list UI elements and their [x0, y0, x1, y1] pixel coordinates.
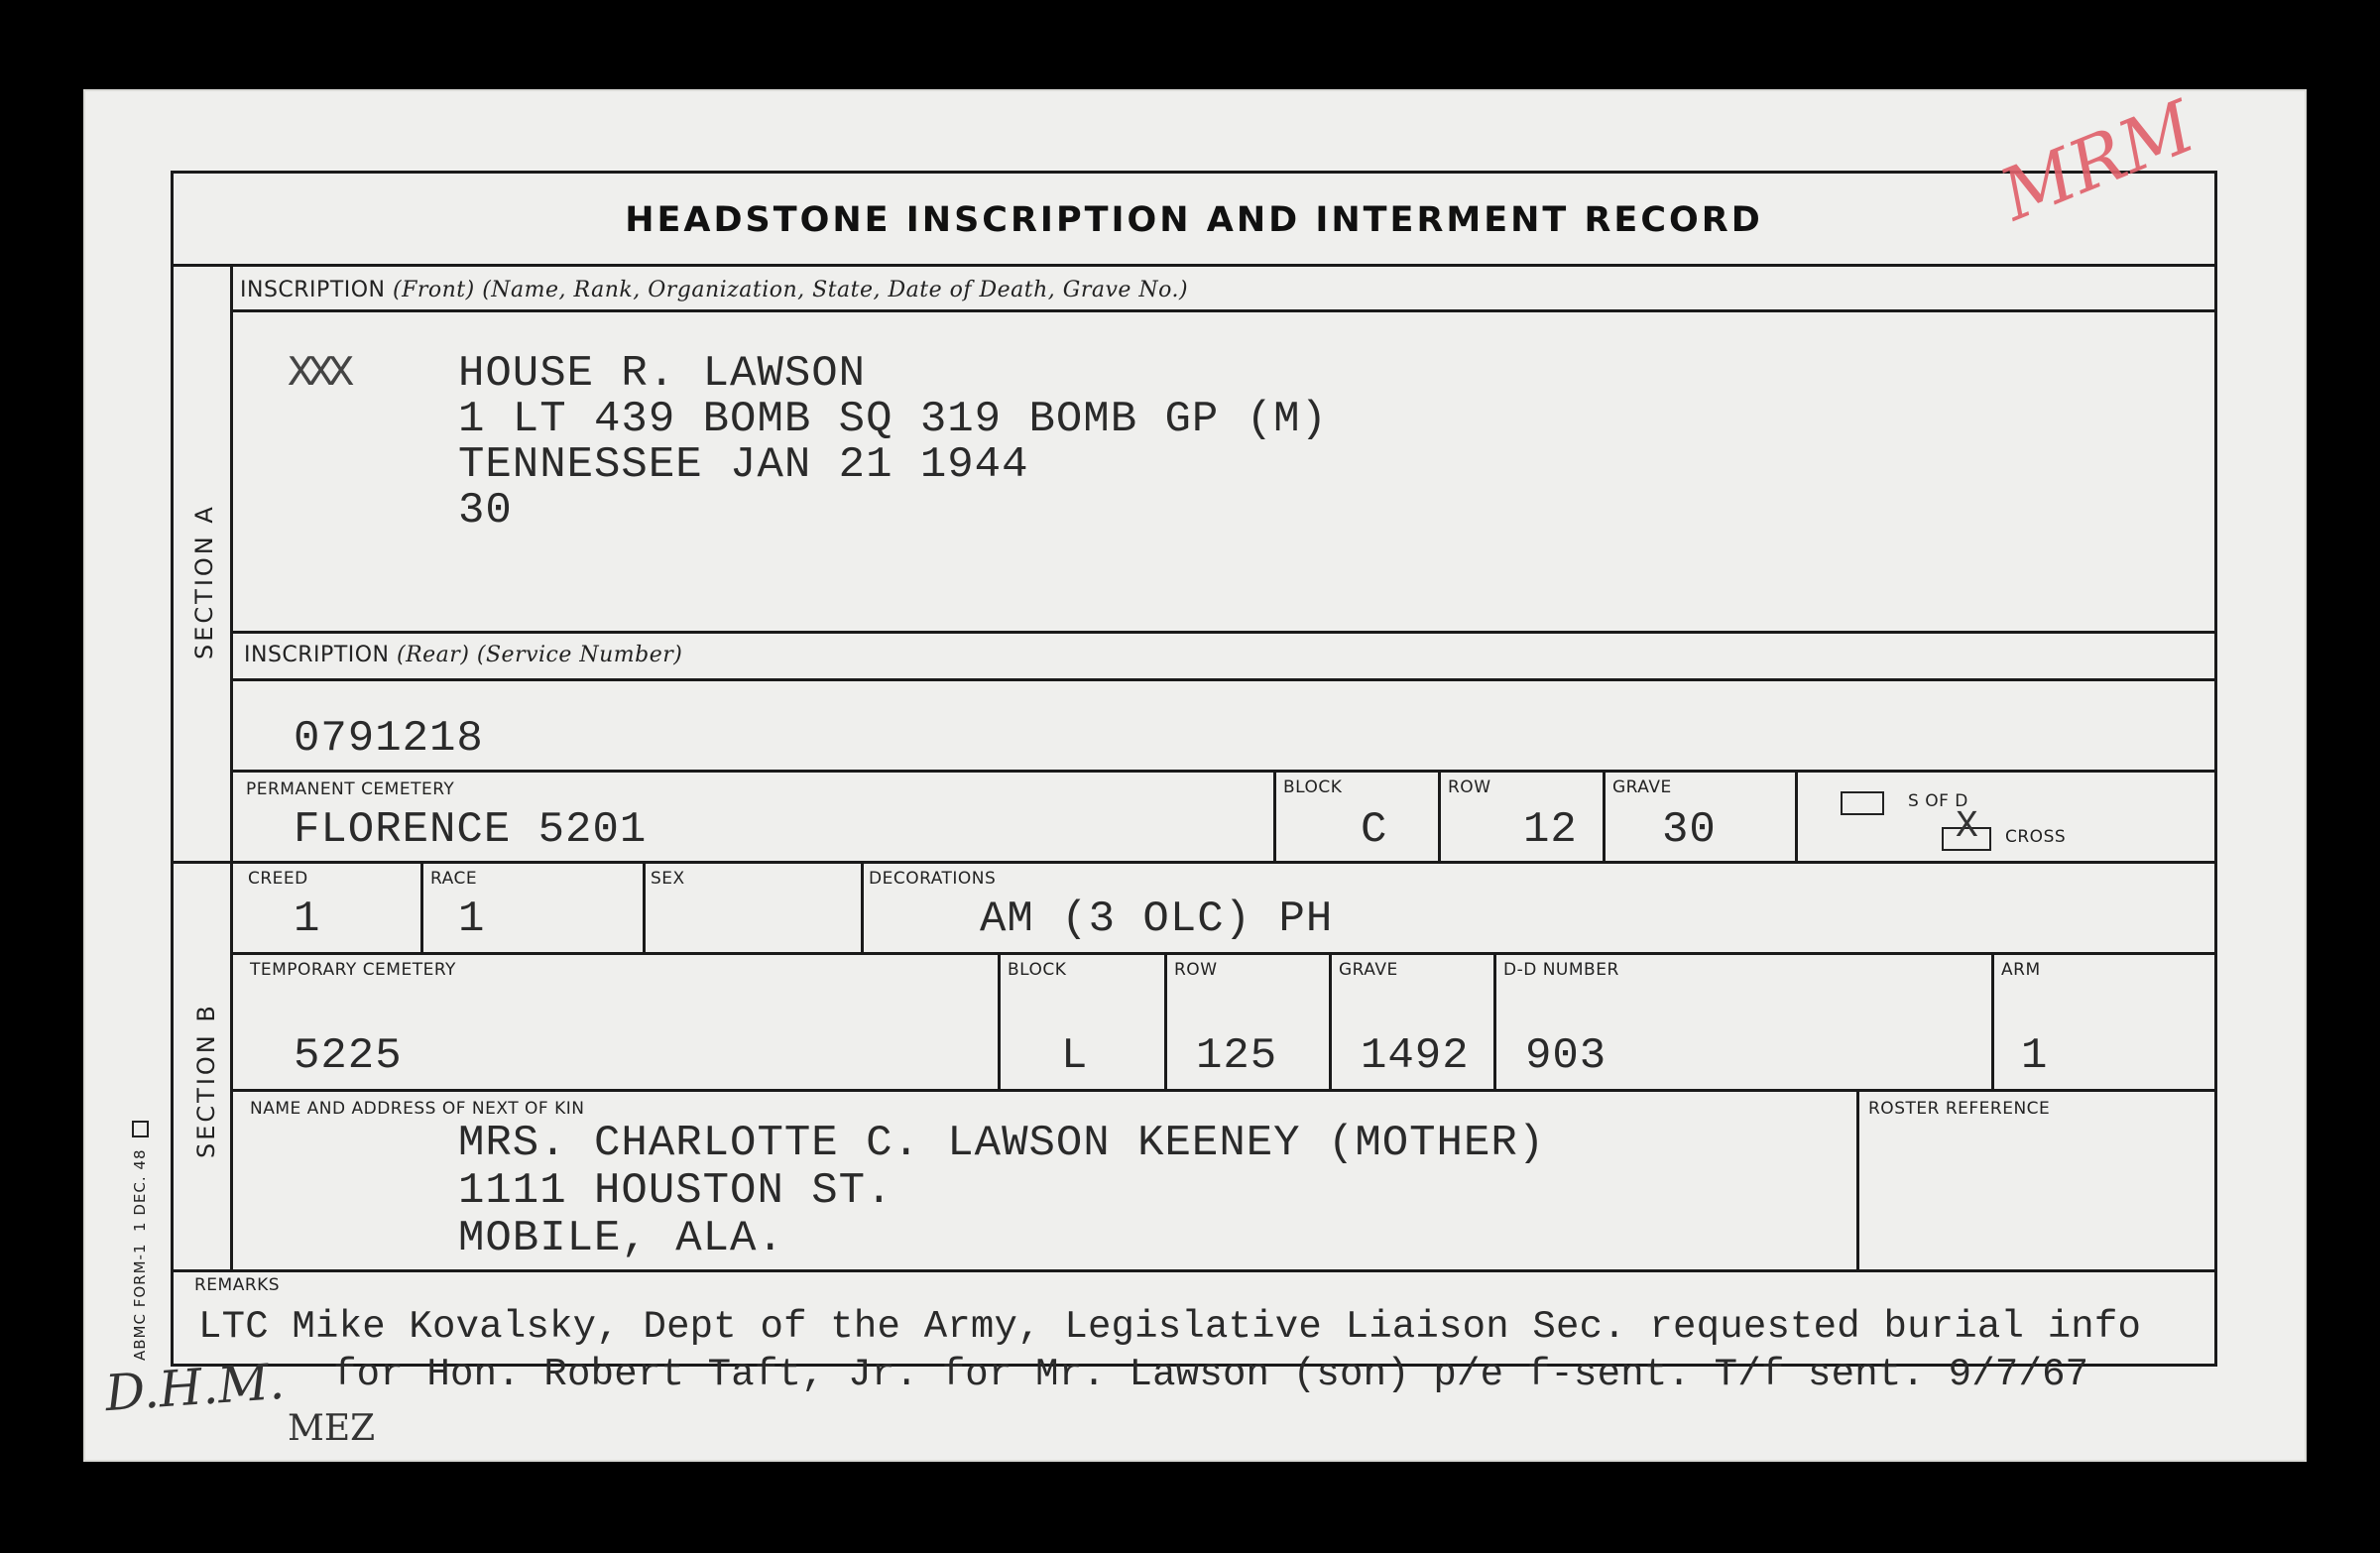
permanent-row: 12: [1523, 805, 1578, 855]
handwritten-initials-mez: MEZ: [288, 1408, 376, 1449]
creed-value: 1: [294, 895, 321, 944]
roster-reference-label: ROSTER REFERENCE: [1868, 1099, 2051, 1119]
inscription-rear-label: INSCRIPTION (Rear) (Service Number): [244, 643, 683, 667]
temporary-grave-label: GRAVE: [1339, 960, 1398, 980]
sofd-checkbox: [1841, 791, 1884, 815]
record-card: [83, 84, 2307, 1462]
decorations-value: AM (3 OLC) PH: [980, 895, 1334, 944]
temporary-block-label: BLOCK: [1008, 960, 1067, 980]
next-of-kin-label: NAME AND ADDRESS OF NEXT OF KIN: [250, 1099, 585, 1119]
next-of-kin-line-3: MOBILE, ALA.: [458, 1214, 784, 1263]
inscription-line-3: TENNESSEE JAN 21 1944: [458, 440, 1029, 490]
permanent-cemetery: FLORENCE 5201: [294, 805, 648, 855]
temporary-grave: 1492: [1361, 1031, 1470, 1081]
temporary-cemetery-label: TEMPORARY CEMETERY: [250, 960, 456, 980]
inscription-line-1: HOUSE R. LAWSON: [458, 349, 867, 399]
race-value: 1: [458, 895, 486, 944]
remarks-line-2: for Hon. Robert Taft, Jr. for Mr. Lawson (son) p/e f-sent. T/f sent. 9/7/67: [333, 1353, 2089, 1396]
red-pencil-mark: MRM: [1988, 84, 2206, 237]
permanent-grave-label: GRAVE: [1612, 777, 1672, 797]
permanent-block: C: [1361, 805, 1388, 855]
arm-value: 1: [2021, 1031, 2049, 1081]
form-id: ABMC FORM-1 1 DEC. 48: [131, 1121, 149, 1361]
remarks-line-1: LTC Mike Kovalsky, Dept of the Army, Legislative Liaison Sec. requested burial info: [198, 1305, 2142, 1349]
sofd-label: S OF D: [1908, 791, 1968, 811]
struck-prefix: XXX: [288, 349, 349, 399]
temporary-block: L: [1061, 1031, 1089, 1081]
handwritten-initials-dhm: D.H.M.: [103, 1352, 287, 1423]
temporary-row-label: ROW: [1174, 960, 1218, 980]
service-number: 0791218: [294, 714, 484, 764]
inscription-line-4: 30: [458, 486, 513, 536]
section-b-label: SECTION B: [192, 1003, 220, 1158]
temporary-cemetery: 5225: [294, 1031, 403, 1081]
inscription-front-label: INSCRIPTION (Front) (Name, Rank, Organization, State, Date of Death, Grave No.): [240, 278, 1189, 302]
creed-label: CREED: [248, 869, 308, 889]
sex-label: SEX: [651, 869, 685, 889]
form-title: HEADSTONE INSCRIPTION AND INTERMENT RECORD: [625, 200, 1763, 240]
decorations-label: DECORATIONS: [869, 869, 997, 889]
race-label: RACE: [430, 869, 478, 889]
dd-number: 903: [1525, 1031, 1607, 1081]
permanent-block-label: BLOCK: [1283, 777, 1343, 797]
temporary-row: 125: [1196, 1031, 1278, 1081]
dd-number-label: D-D NUMBER: [1503, 960, 1619, 980]
permanent-grave: 30: [1662, 805, 1717, 855]
cross-label: CROSS: [2005, 827, 2067, 847]
section-a-label: SECTION A: [190, 504, 218, 659]
permanent-cemetery-label: PERMANENT CEMETERY: [246, 779, 455, 799]
next-of-kin-line-2: 1111 HOUSTON ST.: [458, 1166, 893, 1216]
next-of-kin-line-1: MRS. CHARLOTTE C. LAWSON KEENEY (MOTHER): [458, 1119, 1546, 1168]
cross-mark: X: [1956, 805, 1978, 848]
arm-label: ARM: [2001, 960, 2041, 980]
remarks-label: REMARKS: [194, 1275, 281, 1295]
permanent-row-label: ROW: [1448, 777, 1491, 797]
inscription-line-2: 1 LT 439 BOMB SQ 319 BOMB GP (M): [458, 395, 1328, 444]
